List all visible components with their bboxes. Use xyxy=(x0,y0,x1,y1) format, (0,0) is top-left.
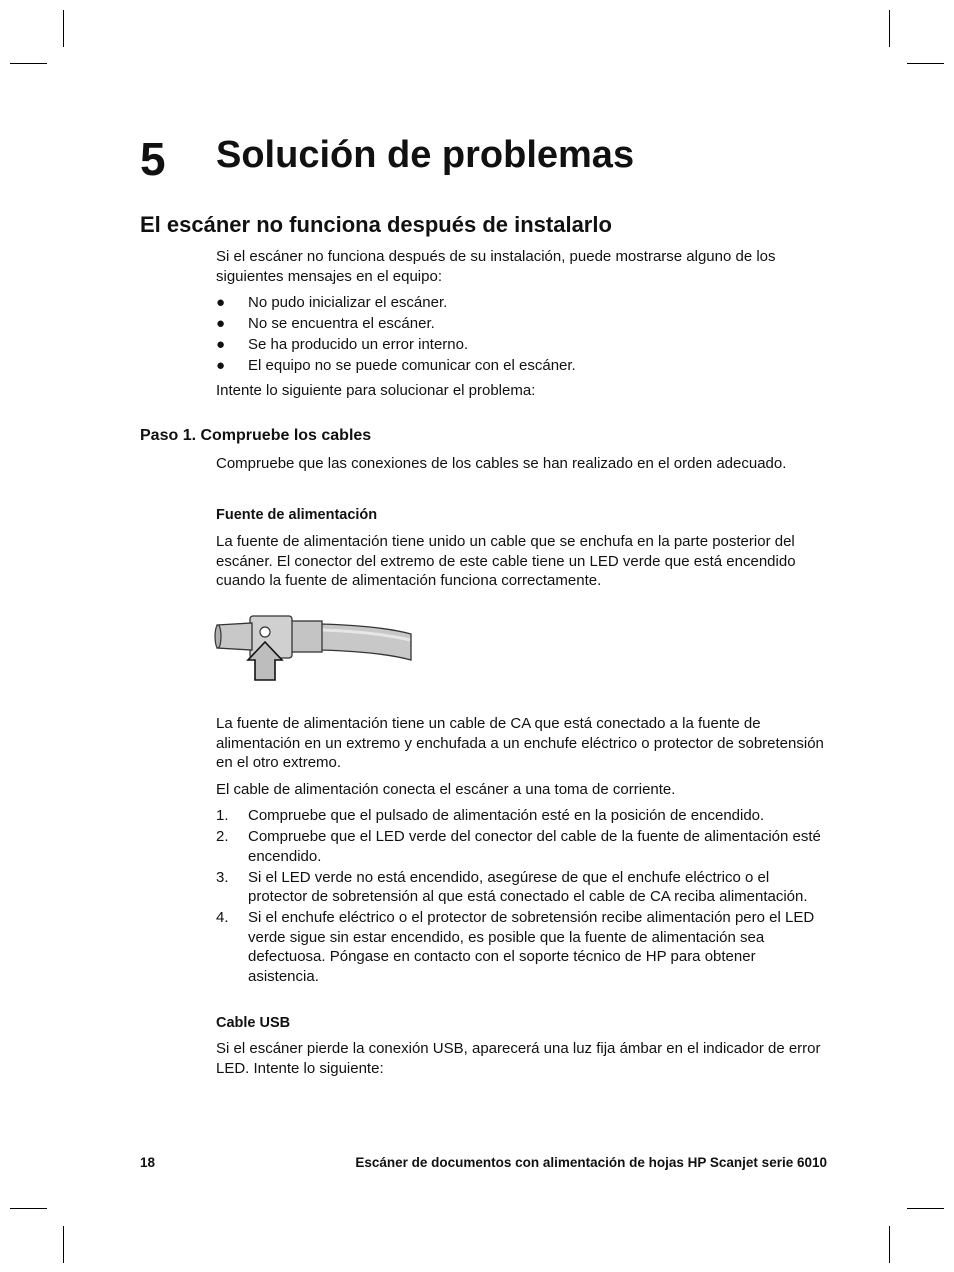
crop-mark xyxy=(10,1208,47,1209)
power-text-2: La fuente de alimentación tiene un cable de CA que está conectado a la fuente de alimentación en un extremo y enchufada a un enchufe eléctrico o protector de sobretensión en el otro extremo. xyxy=(216,715,824,771)
power-steps-list xyxy=(216,806,828,988)
section-intro: Si el escáner no funciona después de su instalación, puede mostrarse alguno de los siguientes mensajes en el equipo: xyxy=(216,248,776,285)
step-number: 2. xyxy=(216,828,229,845)
list-item xyxy=(216,314,828,334)
crop-mark xyxy=(907,1208,944,1209)
list-item xyxy=(216,806,828,826)
step1-text: Compruebe que las conexiones de los cables se han realizado en el orden adecuado. xyxy=(216,455,787,472)
bullet: ● xyxy=(216,294,226,311)
step-number: 1. xyxy=(216,807,229,824)
list-item-text: No pudo inicializar el escáner. xyxy=(248,294,448,311)
bullet: ● xyxy=(216,315,226,332)
list-item xyxy=(216,827,828,866)
list-item xyxy=(216,335,828,355)
usb-text: Si el escáner pierde la conexión USB, aparecerá una luz fija ámbar en el indicador de error LED. Intente lo siguiente: xyxy=(216,1040,821,1077)
try-text: Intente lo siguiente para solucionar el problema: xyxy=(216,382,536,399)
crop-mark xyxy=(10,63,47,64)
footer-document-title: Escáner de documentos con alimentación de hojas HP Scanjet serie 6010 xyxy=(355,1155,827,1170)
step-text: Si el enchufe eléctrico o el protector de sobretensión recibe alimentación pero el LED verde sigue sin estar encendido, es posible que la fuente de alimentación sea defectuosa. Póngase en contacto con el soporte técnico de HP para obtener asistencia. xyxy=(248,909,815,985)
power-title: Fuente de alimentación xyxy=(216,507,378,523)
bullet: ● xyxy=(216,357,226,374)
bullet: ● xyxy=(216,336,226,353)
list-item xyxy=(216,908,828,986)
step-number: 3. xyxy=(216,868,229,886)
list-item xyxy=(216,868,828,907)
power-text-1: La fuente de alimentación tiene unido un cable que se enchufa en la parte posterior del escáner. El conector del extremo de este cable tiene un LED verde que está encendido cuando la fuente de alimentación funciona correctamente. xyxy=(216,533,796,589)
step1-title: Paso 1. Compruebe los cables xyxy=(140,427,372,444)
chapter-number: 5 xyxy=(140,133,166,185)
step-number: 4. xyxy=(216,909,229,926)
crop-mark xyxy=(889,10,890,47)
page-number: 18 xyxy=(140,1155,156,1170)
section-title: El escáner no funciona después de instalarlo xyxy=(140,212,612,237)
crop-mark xyxy=(63,1226,64,1263)
power-connector-illustration xyxy=(214,612,414,684)
list-item xyxy=(216,356,828,376)
message-list xyxy=(216,293,828,377)
chapter-title: Solución de problemas xyxy=(216,134,635,176)
step-text: Si el LED verde no está encendido, asegúrese de que el enchufe eléctrico o el protector de sobretensión al que está conectado el cable de CA reciba alimentación. xyxy=(248,868,808,905)
step-text: Compruebe que el pulsado de alimentación esté en la posición de encendido. xyxy=(248,807,765,824)
crop-mark xyxy=(907,63,944,64)
list-item xyxy=(216,293,828,313)
power-text-3: El cable de alimentación conecta el escáner a una toma de corriente. xyxy=(216,781,676,798)
list-item-text: Se ha producido un error interno. xyxy=(248,336,469,353)
list-item-text: No se encuentra el escáner. xyxy=(248,315,435,332)
crop-mark xyxy=(889,1226,890,1263)
usb-title: Cable USB xyxy=(216,1015,291,1031)
step-text: Compruebe que el LED verde del conector del cable de la fuente de alimentación esté encendido. xyxy=(248,828,821,865)
list-item-text: El equipo no se puede comunicar con el escáner. xyxy=(248,357,576,374)
crop-mark xyxy=(63,10,64,47)
